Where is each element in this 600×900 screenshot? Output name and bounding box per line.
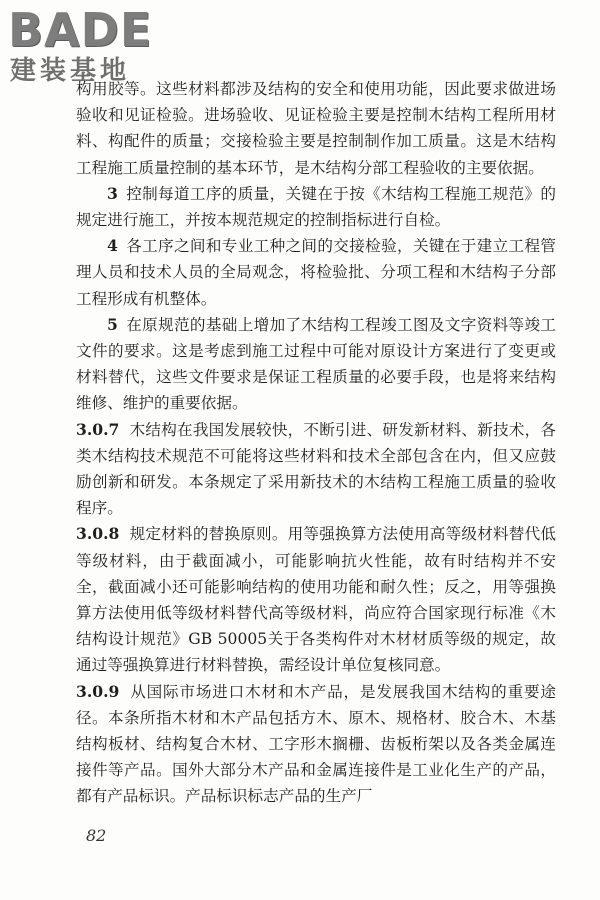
paragraph-text: 规定材料的替换原则。用等强换算方法使用高等级材料替代低等级材料，由于截面减小，可能影响抗火性能，故有时结构并不安全，截面减小还可能影响结构的使用功能和耐久性；反之，用等强换算方法使用低等级材料替代高等级材料，尚应符合国家现行标准《木结构设计规范》GB 50005关于各类构件对木材材质等级的规定，故通过等强换算进行材料替换，需经设计单位复核同意。 — [76, 525, 556, 675]
logo-subtitle-text: 建装基地 — [10, 56, 131, 86]
logo-brand-text: BADE — [8, 3, 153, 57]
item-number: 4 — [107, 236, 118, 256]
item-number: 5 — [107, 314, 118, 334]
clause-3-0-9 — [76, 679, 556, 810]
clause-3-0-7 — [76, 417, 556, 522]
paragraph-text: 控制每道工序的质量，关键在于按《木结构工程施工规范》的规定进行施工，并按本规范规定的控制指标进行自检。 — [76, 184, 556, 230]
paragraph-item-4 — [76, 233, 556, 312]
paragraph-text: 构用胶等。这些材料都涉及结构的安全和使用功能，因此要求做进场验收和见证检验。进场验收、见证检验主要是控制木结构工程所用材料、构配件的质量；交接检验主要是控制制作加工质量。这是木结构工程施工质量控制的基本环节，是木结构分部工程验收的主要依据。 — [76, 80, 556, 177]
paragraph-text: 木结构在我国发展较快，不断引进、研发新材料、新技术，各类木结构技术规范不可能将这些材料和技术全部包含在内，但又应鼓励创新和研发。本条规定了采用新技术的木结构工程施工质量的验收程序。 — [76, 420, 556, 518]
paragraph-text: 从国际市场进口木材和木产品，是发展我国木结构的重要途径。本条所指木材和木产品包括方木、原木、规格材、胶合木、木基结构板材、结构复合木材、工字形木搁栅、齿板桁架以及各类金属连接件等产品。国外大部分木产品和金属连接件是工业化生产的产品，都有产品标识。产品标识标志产品的生产厂 — [76, 682, 556, 806]
paragraph-continued — [76, 76, 556, 181]
clause-3-0-8 — [76, 521, 556, 678]
paragraph-text: 各工序之间和专业工种之间的交接检验，关键在于建立工程管理人员和技术人员的全局观念，将检验批、分项工程和木结构子分部工程形成有机整体。 — [76, 237, 556, 308]
page-number: 82 — [86, 826, 107, 845]
clause-number: 3.0.8 — [76, 524, 120, 544]
clause-number: 3.0.9 — [76, 681, 120, 701]
paragraph-text: 在原规范的基础上增加了木结构工程竣工图及文字资料等竣工文件的要求。这是考虑到施工过程中可能对原设计方案进行了变更或材料替代，这些文件要求是保证工程质量的必要手段，也是将来结构维修、维护的重要依据。 — [76, 315, 556, 413]
clause-number: 3.0.7 — [76, 419, 120, 439]
item-number: 3 — [107, 183, 118, 203]
paragraph-item-3 — [76, 181, 556, 233]
body-text — [76, 76, 556, 810]
paragraph-item-5 — [76, 312, 556, 417]
